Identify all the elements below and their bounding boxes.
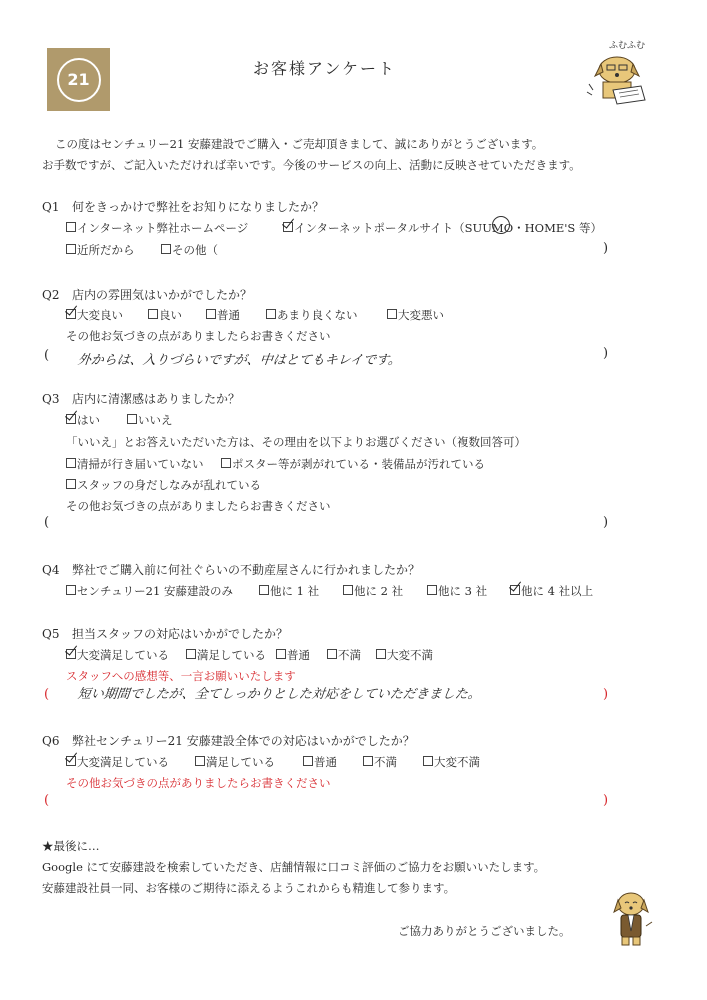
q6-paren-close: ) bbox=[603, 793, 609, 808]
q5-option-normal[interactable]: 普通 bbox=[276, 647, 310, 663]
q2-option-very-good[interactable]: 大変良い bbox=[66, 307, 123, 323]
checkbox[interactable] bbox=[66, 222, 76, 232]
checkbox[interactable] bbox=[195, 756, 205, 766]
checkbox[interactable] bbox=[66, 244, 76, 254]
intro-line-2: お手数ですが、ご記入いただければ幸いです。今後のサービスの向上、活動に反映させていただきます。 bbox=[42, 158, 581, 172]
checkbox[interactable] bbox=[327, 649, 337, 659]
q3-paren-close: ) bbox=[603, 515, 609, 530]
checkbox[interactable] bbox=[206, 309, 216, 319]
q3-option-yes[interactable]: はい bbox=[66, 412, 100, 428]
q1-paren-close: ) bbox=[603, 241, 609, 256]
q5-answer-handwritten[interactable]: 短い期間でしたが、全てしっかりとした対応をしていただきました。 bbox=[77, 687, 482, 702]
checkbox[interactable] bbox=[221, 458, 231, 468]
final-line-2: 安藤建設社員一同、お客様のご期待に添えるようこれからも精進して参ります。 bbox=[42, 881, 456, 895]
q5-prompt: スタッフへの感想等、一言お願いいたします bbox=[66, 669, 296, 683]
q4-option-3[interactable]: 他に 3 社 bbox=[427, 583, 487, 599]
logo-mark: 21 bbox=[57, 58, 101, 102]
century21-logo bbox=[47, 48, 110, 111]
q6-question: Q6 弊社センチュリー21 安藤建設全体での対応はいかがでしたか？ bbox=[42, 734, 415, 748]
q5-option-very-satisfied[interactable]: 大変満足している bbox=[66, 647, 169, 663]
q6-option-unsatisfied[interactable]: 不満 bbox=[363, 754, 397, 770]
q4-question: Q4 弊社でご購入前に何社ぐらいの不動産屋さんに行かれましたか？ bbox=[42, 563, 421, 577]
checkbox[interactable] bbox=[266, 309, 276, 319]
q5-option-very-unsatisfied[interactable]: 大変不満 bbox=[376, 647, 433, 663]
q2-option-normal[interactable]: 普通 bbox=[206, 307, 240, 323]
q2-prompt: その他お気づきの点がありましたらお書きください bbox=[66, 329, 331, 343]
q4-option-only[interactable]: センチュリー21 安藤建設のみ bbox=[66, 583, 233, 599]
q6-paren-open: ( bbox=[44, 793, 50, 808]
intro-line-1: この度はセンチュリー21 安藤建設でご購入・ご売却頂きまして、誠にありがとうございます。 bbox=[55, 137, 544, 151]
q2-answer-handwritten[interactable]: 外からは、入りづらいですが、中はとてもキレイです。 bbox=[77, 353, 402, 368]
final-heading: ★最後に… bbox=[42, 839, 100, 853]
checkbox[interactable] bbox=[161, 244, 171, 254]
q1-option-homepage[interactable]: インターネット弊社ホームページ bbox=[66, 220, 248, 236]
checkbox[interactable] bbox=[427, 585, 437, 595]
checkbox[interactable] bbox=[423, 756, 433, 766]
q6-option-normal[interactable]: 普通 bbox=[303, 754, 337, 770]
final-line-1: Google にて安藤建設を検索していただき、店舗情報に口コミ評価のご協力をお願いいたします。 bbox=[42, 860, 546, 874]
page-title: お客様アンケート bbox=[253, 59, 397, 78]
checkbox[interactable] bbox=[376, 649, 386, 659]
checkbox-checked[interactable] bbox=[283, 222, 293, 232]
checkbox-checked[interactable] bbox=[66, 309, 76, 319]
checkbox[interactable] bbox=[66, 479, 76, 489]
checkbox[interactable] bbox=[186, 649, 196, 659]
thanks-text: ご協力ありがとうございました。 bbox=[398, 924, 571, 938]
q4-option-1[interactable]: 他に 1 社 bbox=[259, 583, 319, 599]
q2-question: Q2 店内の雰囲気はいかがでしたか？ bbox=[42, 288, 253, 302]
q4-option-2[interactable]: 他に 2 社 bbox=[343, 583, 403, 599]
q3-prompt: その他お気づきの点がありましたらお書きください bbox=[66, 499, 331, 513]
q5-paren-close: ) bbox=[603, 687, 609, 702]
q5-paren-open: ( bbox=[44, 687, 50, 702]
checkbox[interactable] bbox=[66, 585, 76, 595]
q3-sub-question: 「いいえ」とお答えいただいた方は、その理由を以下よりお選びください（複数回答可） bbox=[66, 435, 526, 449]
q1-question: Q1 何をきっかけで弊社をお知りになりましたか？ bbox=[42, 200, 325, 214]
q3-reason-staff[interactable]: スタッフの身だしなみが乱れている bbox=[66, 477, 261, 493]
q2-option-very-bad[interactable]: 大変悪い bbox=[387, 307, 444, 323]
mascot-bowing-icon bbox=[606, 886, 656, 948]
checkbox[interactable] bbox=[127, 414, 137, 424]
q2-option-good[interactable]: 良い bbox=[148, 307, 182, 323]
q3-reason-poster[interactable]: ポスター等が剥がれている・装備品が汚れている bbox=[221, 456, 485, 472]
q2-paren-open: ( bbox=[44, 348, 50, 363]
checkbox[interactable] bbox=[363, 756, 373, 766]
q5-question: Q5 担当スタッフの対応はいかがでしたか？ bbox=[42, 627, 289, 641]
checkbox[interactable] bbox=[148, 309, 158, 319]
q5-option-satisfied[interactable]: 満足している bbox=[186, 647, 266, 663]
q6-prompt: その他お気づきの点がありましたらお書きください bbox=[66, 776, 331, 790]
checkbox[interactable] bbox=[276, 649, 286, 659]
q1-option-other[interactable]: その他（ bbox=[161, 242, 218, 258]
checkbox[interactable] bbox=[343, 585, 353, 595]
q4-option-4plus[interactable]: 他に 4 社以上 bbox=[510, 583, 593, 599]
checkbox[interactable] bbox=[66, 458, 76, 468]
q3-paren-open: ( bbox=[44, 515, 50, 530]
mascot-caption: ふむふむ bbox=[609, 41, 646, 51]
checkbox[interactable] bbox=[303, 756, 313, 766]
q6-option-very-satisfied[interactable]: 大変満足している bbox=[66, 754, 169, 770]
q2-paren-close: ) bbox=[603, 346, 609, 361]
q1-option-nearby[interactable]: 近所だから bbox=[66, 242, 135, 258]
q5-option-unsatisfied[interactable]: 不満 bbox=[327, 647, 361, 663]
q1-option-portal[interactable]: インターネットポータルサイト（SUUMO・HOME'S 等） bbox=[283, 220, 602, 236]
q3-reason-cleaning[interactable]: 清掃が行き届いていない bbox=[66, 456, 204, 472]
q6-option-very-unsatisfied[interactable]: 大変不満 bbox=[423, 754, 480, 770]
checkbox-checked[interactable] bbox=[510, 585, 520, 595]
checkbox-checked[interactable] bbox=[66, 414, 76, 424]
suumo-circle-mark bbox=[492, 216, 510, 234]
q6-option-satisfied[interactable]: 満足している bbox=[195, 754, 275, 770]
q2-option-not-good[interactable]: あまり良くない bbox=[266, 307, 358, 323]
checkbox[interactable] bbox=[387, 309, 397, 319]
checkbox[interactable] bbox=[259, 585, 269, 595]
checkbox-checked[interactable] bbox=[66, 649, 76, 659]
q3-option-no[interactable]: いいえ bbox=[127, 412, 173, 428]
mascot-reading-icon bbox=[583, 38, 663, 110]
q3-question: Q3 店内に清潔感はありましたか？ bbox=[42, 392, 241, 406]
checkbox-checked[interactable] bbox=[66, 756, 76, 766]
